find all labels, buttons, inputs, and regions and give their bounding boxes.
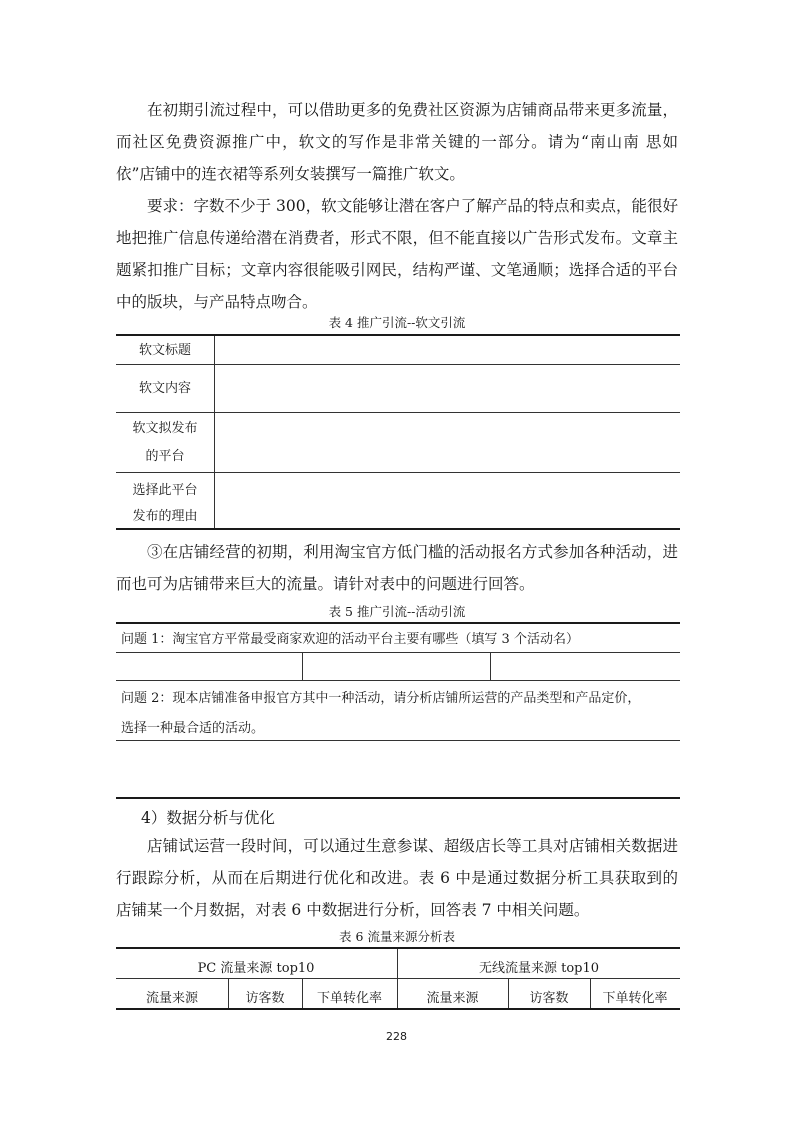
table4-caption: 表 4 推广引流--软文引流 xyxy=(328,315,466,330)
table4-row-divider xyxy=(116,364,680,365)
table5-question-2-line1: 问题 2：现本店铺准备申报官方其中一种活动，请分析店铺所运营的产品类型和产品定价， xyxy=(121,691,641,706)
table4-label-reason-line1: 选择此平台 xyxy=(132,483,198,498)
table5-bottom-rule xyxy=(116,797,680,799)
table6-col-pc-conversion: 下单转化率 xyxy=(316,991,382,1006)
intro-paragraph-1: 在初期引流过程中，可以借助更多的免费社区资源为店铺商品带来更多流量，而社区免费资源推广中，软文的写作是非常关键的一部分。请为“南山南 思如依”店铺中的连衣裙等系列女装撰写一篇推广软文。 xyxy=(116,101,678,183)
table4-label-platform-line2: 的平台 xyxy=(145,449,185,464)
table6-group-pc: PC 流量来源 top10 xyxy=(197,961,315,976)
section-paragraph: 店铺试运营一段时间，可以通过生意参谋、超级店长等工具对店铺相关数据进行跟踪分析，从而在后期进行优化和改进。表 6 中是通过数据分析工具获取到的店铺某一个月数据，对表 6 中数据进行分析，回答表 7 中相关问题。 xyxy=(116,837,678,919)
table6-row-divider xyxy=(116,978,680,979)
table4-label-platform-line1: 软文拟发布 xyxy=(132,421,198,436)
table5-row-divider xyxy=(116,652,680,653)
table4-column-divider xyxy=(214,336,215,528)
table5-question-2-line2: 选择一种最合适的活动。 xyxy=(121,721,265,736)
table6-caption: 表 6 流量来源分析表 xyxy=(339,929,455,944)
table5-column-divider xyxy=(490,652,491,680)
table6-top-rule xyxy=(116,947,680,949)
page-number: 228 xyxy=(386,1030,407,1043)
table5-top-rule xyxy=(116,622,680,624)
table5-row-divider xyxy=(116,680,680,681)
table4-row-divider xyxy=(116,472,680,473)
table6-col-wireless-visitors: 访客数 xyxy=(529,991,569,1006)
table4-row-divider xyxy=(116,412,680,413)
table5-question-1: 问题 1：淘宝官方平常最受商家欢迎的活动平台主要有哪些（填写 3 个活动名） xyxy=(121,632,579,647)
table4-label-reason-line2: 发布的理由 xyxy=(132,509,198,524)
table6-header-bottom-rule xyxy=(116,1008,680,1010)
table6-col-wireless-conversion: 下单转化率 xyxy=(602,991,668,1006)
table5-column-divider xyxy=(302,652,303,680)
table6-col-pc-visitors: 访客数 xyxy=(245,991,285,1006)
table4-label-content: 软文内容 xyxy=(138,381,191,396)
activity-paragraph: ③在店铺经营的初期，利用淘宝官方低门槛的活动报名方式参加各种活动，进而也可为店铺带来巨大的流量。请针对表中的问题进行回答。 xyxy=(116,543,678,593)
intro-paragraph-2: 要求：字数不少于 300，软文能够让潜在客户了解产品的特点和卖点，能很好地把推广信息传递给潜在消费者，形式不限，但不能直接以广告形式发布。文章主题紧扣推广目标；文章内容很能吸引网民，结构严谨、文笔通顺；选择合适的平台中的版块，与产品特点吻合。 xyxy=(116,197,678,311)
table5-caption: 表 5 推广引流--活动引流 xyxy=(328,604,466,619)
table5-row-divider xyxy=(116,740,680,741)
section-heading: 4）数据分析与优化 xyxy=(141,809,275,827)
table6-group-wireless: 无线流量来源 top10 xyxy=(478,961,600,976)
table4-label-title: 软文标题 xyxy=(138,343,191,358)
table4-top-rule xyxy=(116,334,680,336)
table6-col-wireless-source: 流量来源 xyxy=(426,991,479,1006)
table6-col-pc-source: 流量来源 xyxy=(145,991,198,1006)
